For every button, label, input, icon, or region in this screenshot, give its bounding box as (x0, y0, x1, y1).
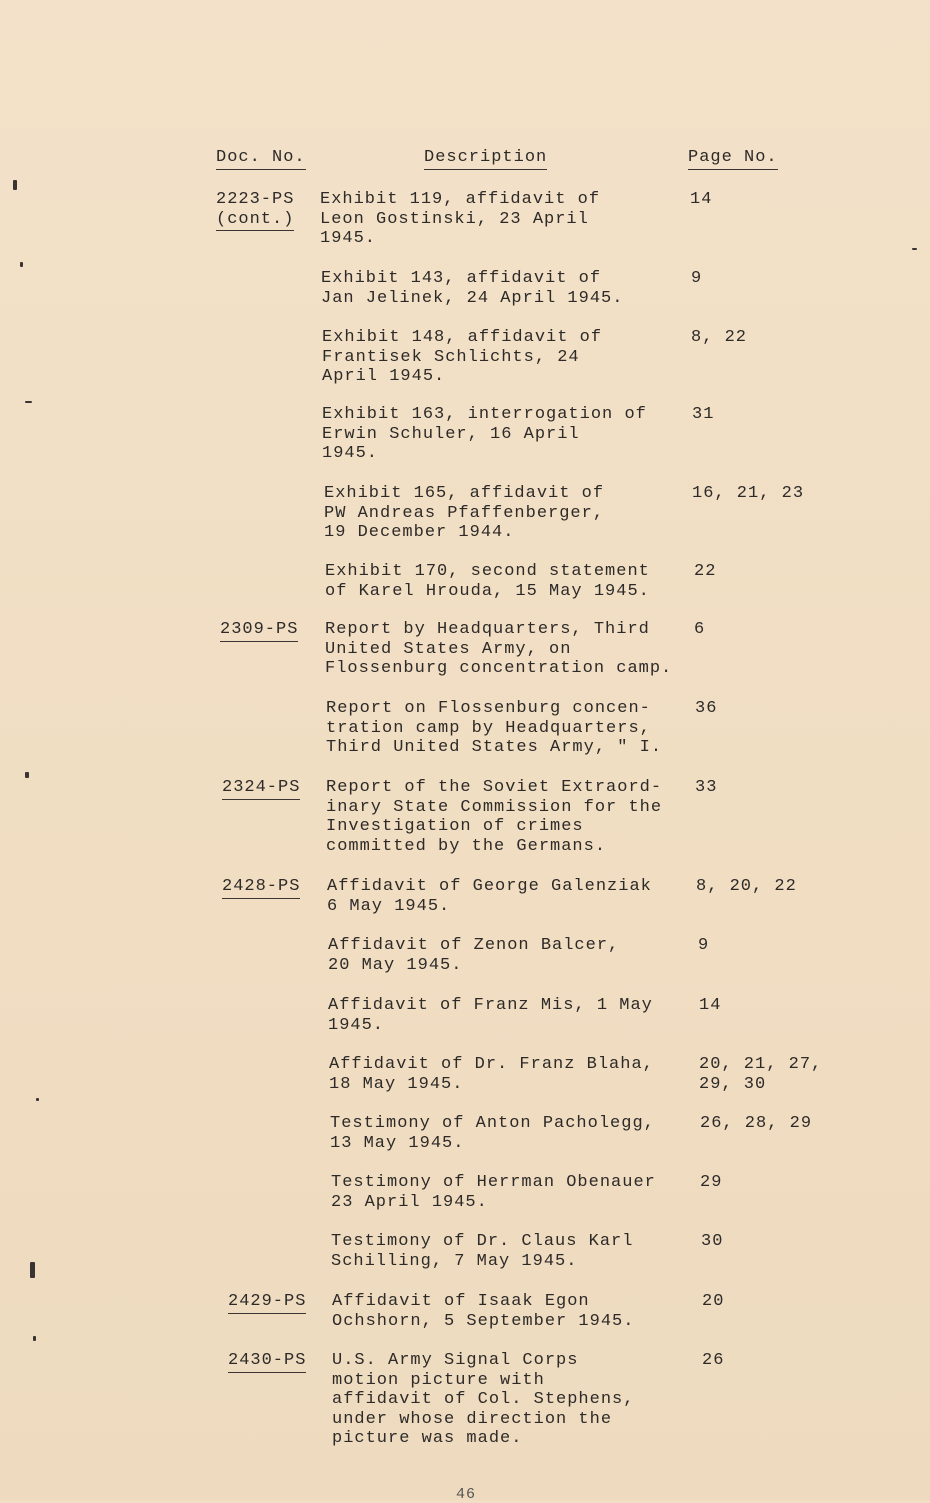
doc-number: 2223-PS (216, 190, 295, 209)
entry-description: Affidavit of Franz Mis, 1 May 1945. (328, 996, 653, 1035)
entry-description: Affidavit of Dr. Franz Blaha, 18 May 1945. (329, 1055, 654, 1094)
scan-speck (25, 772, 29, 778)
entry-pages: 30 (701, 1232, 724, 1251)
entry-pages: 29 (700, 1173, 723, 1192)
doc-number-2223 (216, 190, 294, 231)
doc-no-header: Doc. No. (216, 148, 306, 170)
entry-description: Exhibit 163, interrogation of Erwin Schuler, 16 April 1945. (322, 405, 647, 464)
entry-description: Testimony of Herrman Obenauer 23 April 1945. (331, 1173, 656, 1212)
entry-description: Testimony of Anton Pacholegg, 13 May 1945. (330, 1114, 655, 1153)
entry-pages: 20, 21, 27, 29, 30 (699, 1055, 823, 1094)
entry-description: Exhibit 143, affidavit of Jan Jelinek, 24 April 1945. (321, 269, 624, 308)
entry-pages: 26, 28, 29 (700, 1114, 813, 1133)
doc-number: 2429-PS (228, 1292, 306, 1314)
entry-pages: 20 (702, 1292, 725, 1311)
entry-pages: 14 (699, 996, 722, 1015)
page-no-header: Page No. (688, 148, 778, 170)
entry-description: Exhibit 170, second statement of Karel Hrouda, 15 May 1945. (325, 562, 650, 601)
entry-pages: 26 (702, 1351, 725, 1370)
entry-pages: 36 (695, 699, 718, 718)
entry-description: Report of the Soviet Extraord- inary State Commission for the Investigation of crimes committed by the Germans. (326, 778, 663, 856)
entry-description: Affidavit of George Galenziak 6 May 1945. (327, 877, 652, 916)
entry-description: Exhibit 148, affidavit of Frantisek Schlichts, 24 April 1945. (322, 328, 603, 387)
entry-description: Affidavit of Isaak Egon Ochshorn, 5 September 1945. (332, 1292, 635, 1331)
doc-number-2429 (228, 1292, 306, 1314)
entry-pages: 9 (691, 269, 703, 288)
doc-number: 2324-PS (222, 778, 300, 800)
entry-pages: 6 (694, 620, 706, 639)
entry-pages: 9 (698, 936, 710, 955)
doc-number-2430 (228, 1351, 306, 1373)
entry-pages: 8, 20, 22 (696, 877, 797, 896)
entry-pages: 16, 21, 23 (692, 484, 805, 503)
scan-speck (13, 180, 17, 190)
entry-description: Exhibit 119, affidavit of Leon Gostinski, 23 April 1945. (320, 190, 601, 249)
entry-pages: 31 (692, 405, 715, 424)
doc-number: 2309-PS (220, 620, 298, 642)
entry-description: Affidavit of Zenon Balcer, 20 May 1945. (328, 936, 620, 975)
scan-speck (20, 262, 23, 267)
scan-speck (25, 401, 32, 403)
scan-speck (912, 248, 917, 250)
entry-pages: 22 (694, 562, 717, 581)
doc-number-2309 (220, 620, 298, 642)
doc-continued-label: (cont.) (216, 210, 294, 232)
entry-description: Report by Headquarters, Third United States Army, on Flossenburg concentration camp. (325, 620, 673, 679)
scan-speck (36, 1098, 39, 1101)
scan-speck (30, 1262, 35, 1278)
doc-number: 2428-PS (222, 877, 300, 899)
scan-speck (33, 1336, 36, 1341)
entry-description: Report on Flossenburg concen- tration camp by Headquarters, Third United States Army, " I. (326, 699, 663, 758)
entry-pages: 33 (695, 778, 718, 797)
entry-description: U.S. Army Signal Corps motion picture with affidavit of Col. Stephens, under whose direction the picture was made. (332, 1351, 635, 1449)
entry-pages: 8, 22 (691, 328, 748, 347)
description-header: Description (424, 148, 547, 170)
doc-number-2428 (222, 877, 300, 899)
doc-number-2324 (222, 778, 300, 800)
entry-description: Testimony of Dr. Claus Karl Schilling, 7 May 1945. (331, 1232, 634, 1271)
entry-description: Exhibit 165, affidavit of PW Andreas Pfaffenberger, 19 December 1944. (324, 484, 605, 543)
entry-pages: 14 (690, 190, 713, 209)
doc-number: 2430-PS (228, 1351, 306, 1373)
page-number: 46 (456, 1486, 477, 1503)
